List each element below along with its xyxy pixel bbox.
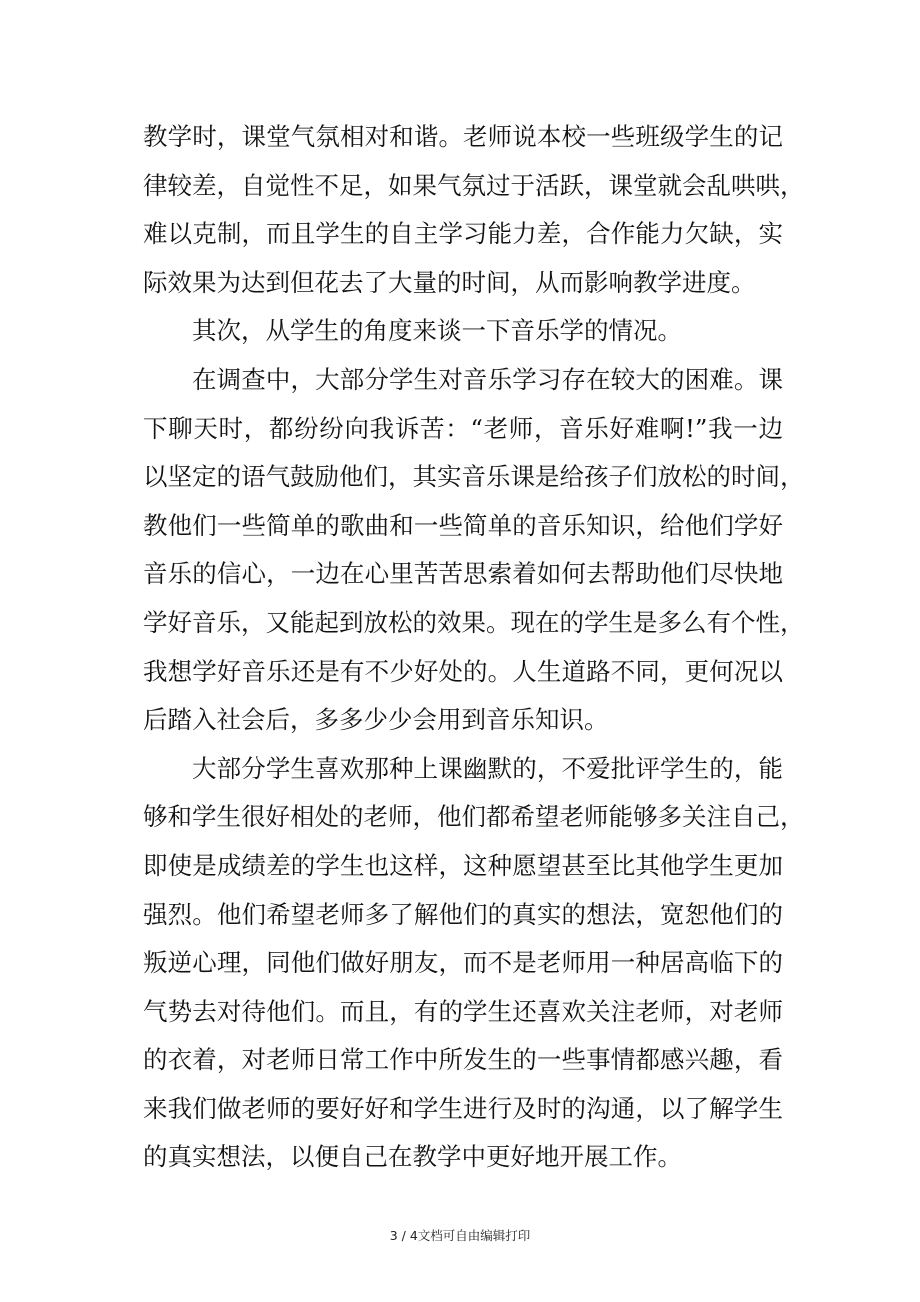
text-line: 教学时，课堂气氛相对和谐。老师说本校一些班级学生的记 [143,122,783,151]
text-line: 后踏入社会后，多多少少会用到音乐知识。 [143,705,609,735]
text-line: 强烈。他们希望老师多了解他们的真实的想法，宽恕他们的 [143,899,783,929]
text-line: 教他们一些简单的歌曲和一些简单的音乐知识，给他们学好 [143,510,783,540]
text-line: 学好音乐，又能起到放松的效果。现在的学生是多么有个性， [143,607,805,637]
text-line: 际效果为达到但花去了大量的时间，从而影响教学进度。 [143,267,756,297]
page-number-label: 3 / 4文档可自由编辑打印 [389,1228,531,1243]
text-line: 律较差，自觉性不足，如果气氛过于活跃，课堂就会乱哄哄， [143,170,805,200]
text-line: 以坚定的语气鼓励他们，其实音乐课是给孩子们放松的时间， [143,462,805,492]
text-line: 的衣着，对老师日常工作中所发生的一些事情都感兴趣，看 [143,1045,783,1075]
text-line: 下聊天时，都纷纷向我诉苦：“老师，音乐好难啊!”我一边 [143,413,783,443]
text-line: 我想学好音乐还是有不少好处的。人生道路不同，更何况以 [143,656,783,686]
body-text [143,113,805,1182]
paragraph-start-line: 大部分学生喜欢那种上课幽默的，不爱批评学生的，能 [192,753,783,783]
text-line: 难以克制，而且学生的自主学习能力差，合作能力欠缺，实 [143,219,783,249]
text-line: 即使是成绩差的学生也这样，这种愿望甚至比其他学生更加 [143,850,783,880]
text-line: 叛逆心理，同他们做好朋友，而不是老师用一种居高临下的 [143,948,783,978]
text-line: 来我们做老师的要好好和学生进行及时的沟通，以了解学生 [143,1093,783,1123]
paragraph-start-line: 其次，从学生的角度来谈一下音乐学的情况。 [192,316,682,346]
text-line: 够和学生很好相处的老师，他们都希望老师能够多关注自己， [143,802,805,832]
paragraph-start-line: 在调查中，大部分学生对音乐学习存在较大的困难。课 [192,364,783,394]
text-line: 气势去对待他们。而且，有的学生还喜欢关注老师，对老师 [143,996,783,1026]
page-footer [0,1226,920,1246]
text-line: 音乐的信心，一边在心里苦苦思索着如何去帮助他们尽快地 [143,559,783,589]
text-line: 的真实想法，以便自己在教学中更好地开展工作。 [143,1142,682,1172]
